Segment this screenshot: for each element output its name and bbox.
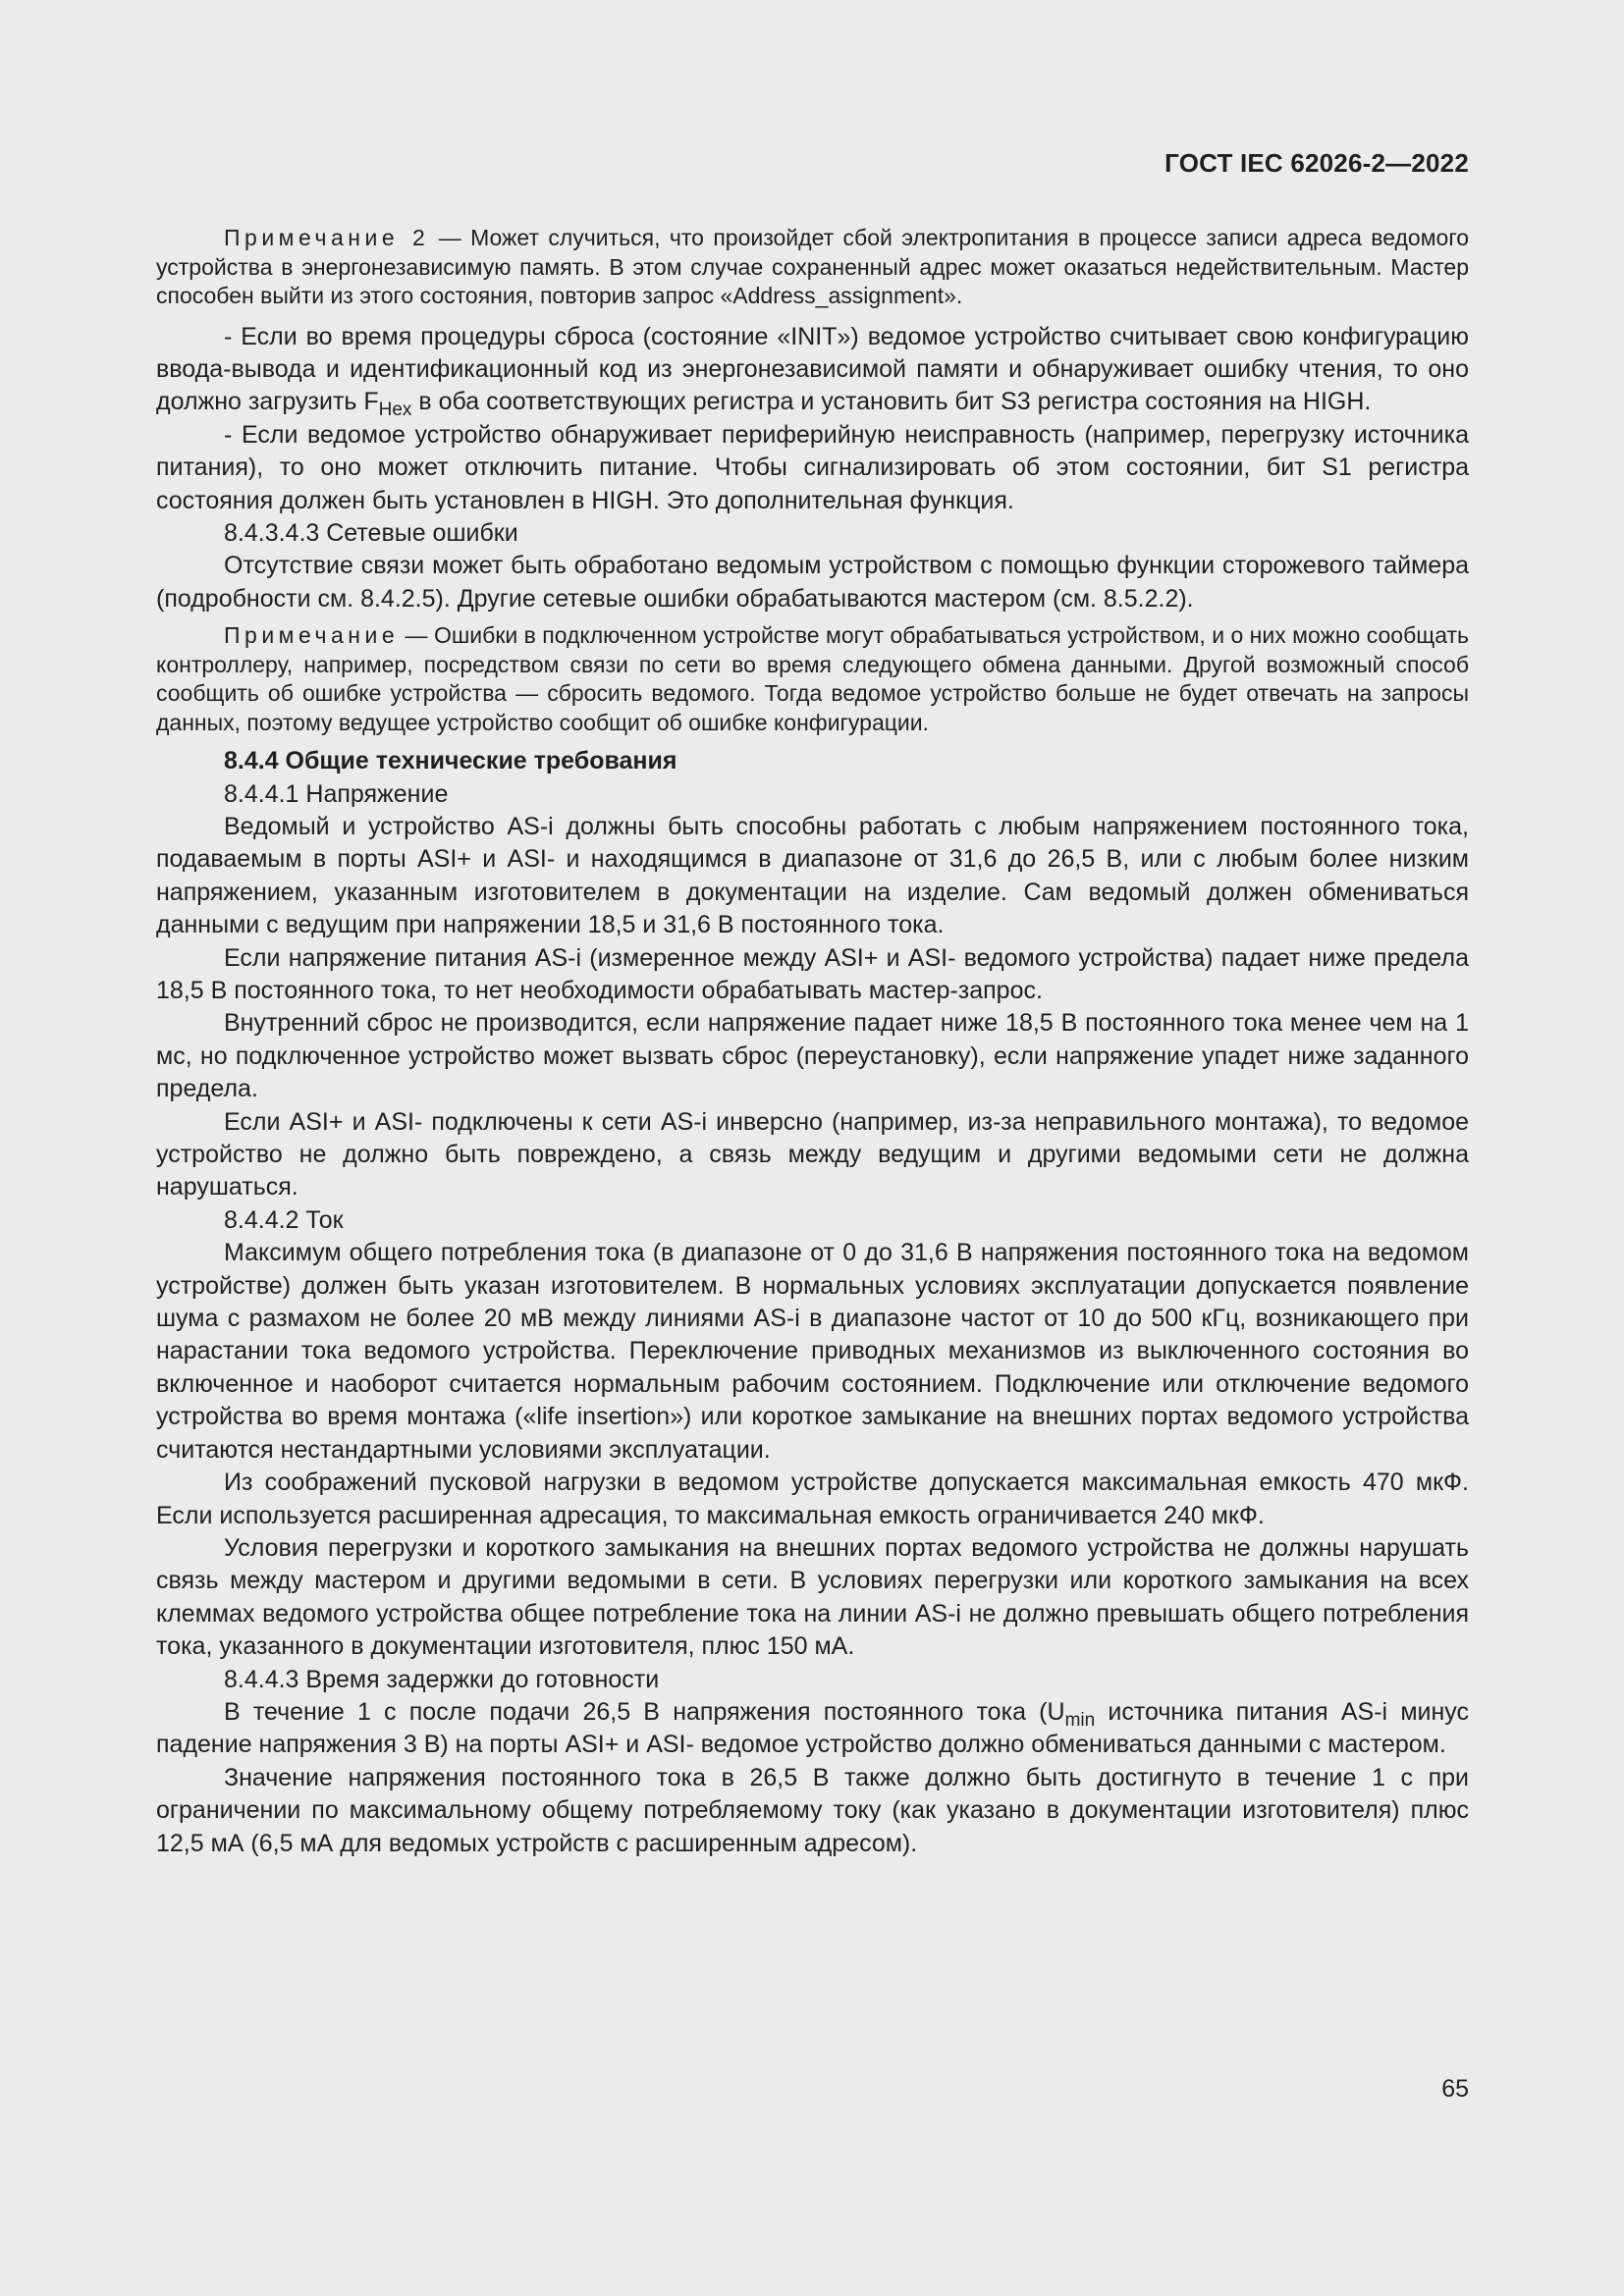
paragraph-delay-2: Значение напряжения постоянного тока в 26,5 В также должно быть достигнуто в течение 1 с при ограничении по максимальному общему потребляемому току (как указано в документации изготовителя) плюс 12,5 мА (6,5 мА для ведомых устройств с расширенным адресом). <box>156 1763 1469 1857</box>
page-number: 65 <box>1441 2075 1469 2103</box>
note-2-text: — Может случиться, что произойдет сбой электропитания в процессе записи адреса ведомого устройства в энергонезависимую память. В этом случае сохраненный адрес может оказаться недействительным. Мастер способен выйти из этого состояния, повторив запрос «Address_assignment». <box>156 225 1469 308</box>
paragraph-init-text-1: - Если во время процедуры сброса (состояние «INIT») ведомое устройство считывает свою конфигурацию ввода-вывода и идентификационный код из энергонезависимой памяти и обнаруживает ошибку чтения, то оно должно загрузить F <box>156 322 1469 416</box>
paragraph-network-errors: Отсутствие связи может быть обработано ведомым устройством с помощью функции сторожевого таймера (подробности см. 8.4.2.5). Другие сетевые ошибки обрабатываются мастером (см. 8.5.2.2). <box>156 552 1469 613</box>
note-text: — Ошибки в подключенном устройстве могут обрабатываться устройством, и о них можно сообщать контроллеру, например, посредством связи по сети во время следующего обмена данными. Другой возможный способ сообщить об ошибке устройства — сбросить ведомого. Тогда ведомое устройство больше не будет отвечать на запросы данных, поэтому ведущее устройство сообщит об ошибке конфигурации. <box>156 622 1469 735</box>
paragraph-delay-1 <box>156 1696 1469 1762</box>
note-label: Примечание <box>224 622 400 649</box>
section-8-4-4-title: 8.4.4 Общие технические требования <box>224 747 677 775</box>
paragraph-current-3: Условия перегрузки и короткого замыкания на внешних портах ведомого устройства не должны нарушать связь между мастером и другими ведомыми в сети. В условиях перегрузки или короткого замыкания на всех клеммах ведомого устройства общее потребление тока на линии AS-i не должно превышать общего потребления тока, указанного в документации изготовителя, плюс 150 мА. <box>156 1533 1469 1661</box>
paragraph-voltage-2: Если напряжение питания AS-i (измеренное между ASI+ и ASI- ведомого устройства) падает ниже предела 18,5 В постоянного тока, то нет необходимости обрабатывать мастер-запрос. <box>156 943 1469 1004</box>
paragraph-init-text-2: в оба соответствующих регистра и установить бит S3 регистра состояния на HIGH. <box>411 388 1372 416</box>
paragraph-delay-1-text-2: источника питания AS-i минус падение напряжения 3 В) на порты ASI+ и ASI- ведомое устройство должно обмениваться данными с мастером. <box>156 1697 1469 1759</box>
paragraph-init <box>156 321 1469 419</box>
body-flow <box>156 224 1469 1860</box>
note-device-errors <box>156 621 1469 737</box>
paragraph-voltage-3: Внутренний сброс не производится, если напряжение падает ниже 18,5 В постоянного тока менее чем на 1 мс, но подключенное устройство может вызвать сброс (переустановку), если напряжение упадет ниже заданного предела. <box>156 1009 1469 1103</box>
section-8-4-4-2-title: 8.4.4.2 Ток <box>224 1205 344 1234</box>
paragraph-peripheral-fault: - Если ведомое устройство обнаруживает периферийную неисправность (например, перегрузку источника питания), то оно может отключить питание. Чтобы сигнализировать об этом состоянии, бит S1 регистра состояния должен быть установлен в HIGH. Это дополнительная функция. <box>156 420 1469 514</box>
document-code-header: ГОСТ IEC 62026-2—2022 <box>1164 148 1469 178</box>
paragraph-voltage-4: Если ASI+ и ASI- подключены к сети AS-i инверсно (например, из-за неправильного монтажа), то ведомое устройство не должно быть повреждено, а связь между ведущим и другими ведомыми сети не должна нарушаться. <box>156 1107 1469 1201</box>
paragraph-current-2: Из соображений пусковой нагрузки в ведомом устройстве допускается максимальная емкость 470 мкФ. Если используется расширенная адресация, то максимальная емкость ограничивается 240 мкФ. <box>156 1468 1469 1529</box>
section-8-4-4-3-title: 8.4.4.3 Время задержки до готовности <box>224 1665 660 1693</box>
note-2 <box>156 224 1469 311</box>
note-2-label: Примечание 2 <box>224 225 430 250</box>
paragraph-delay-1-text-1: В течение 1 с после подачи 26,5 В напряжения постоянного тока (U <box>224 1697 1065 1726</box>
u-min-subscript: min <box>1064 1709 1096 1731</box>
section-8-4-3-4-3-title: 8.4.3.4.3 Сетевые ошибки <box>224 518 518 547</box>
paragraph-voltage-1: Ведомый и устройство AS-i должны быть способны работать с любым напряжением постоянного тока, подаваемым в порты ASI+ и ASI- и находящимся в диапазоне от 31,6 до 26,5 В, или с любым более низким напряжением, указанным изготовителем в документации на изделие. Сам ведомый должен обмениваться данными с ведущим при напряжении 18,5 и 31,6 В постоянного тока. <box>156 812 1469 939</box>
paragraph-current-1: Максимум общего потребления тока (в диапазоне от 0 до 31,6 В напряжения постоянного тока на ведомом устройстве) должен быть указан изготовителем. В нормальных условиях эксплуатации допускается появление шума с размахом не более 20 мВ между линиями AS-i в диапазоне частот от 10 до 500 кГц, возникающего при нарастании тока ведомого устройства. Переключение приводных механизмов из выключенного состояния во включенное и наоборот считается нормальным рабочим состоянием. Подключение или отключение ведомого устройства во время монтажа («life insertion») или короткое замыкание на внешних портах ведомого устройства считаются нестандартными условиями эксплуатации. <box>156 1239 1469 1464</box>
f-hex-subscript: Hex <box>378 400 412 421</box>
section-8-4-4-1-title: 8.4.4.1 Напряжение <box>224 779 449 808</box>
